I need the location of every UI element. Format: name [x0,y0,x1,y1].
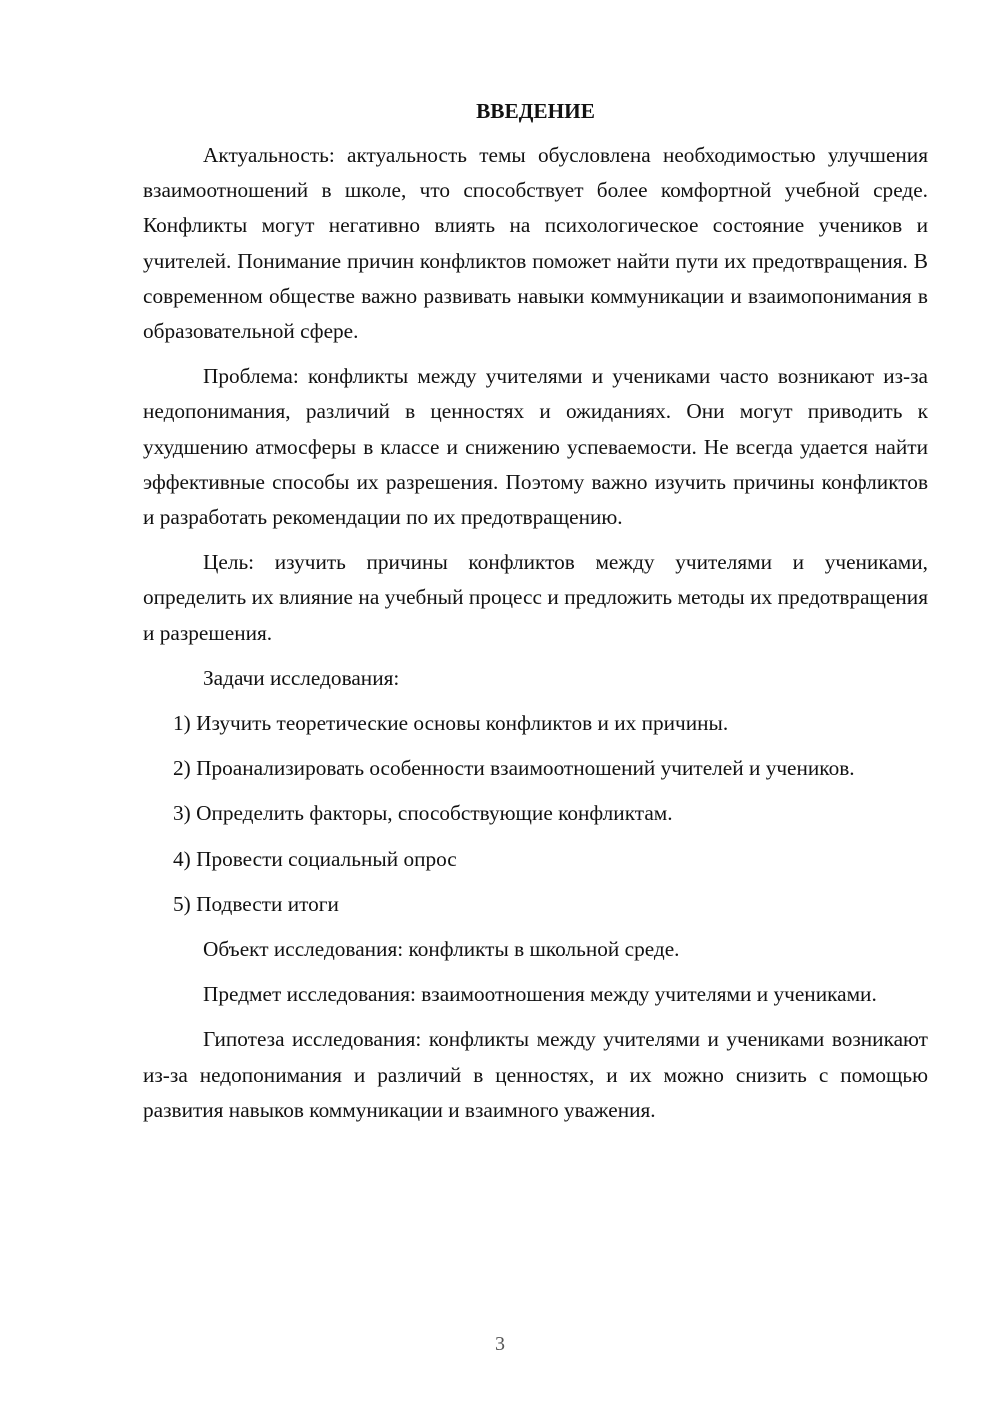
page-number: 3 [495,1333,505,1355]
page-title: ВВЕДЕНИЕ [476,99,595,123]
document-page [143,96,928,1138]
subject-paragraph: Предмет исследования: взаимоотношения между учителями и учениками. [203,982,877,1007]
relevance-paragraph: Актуальность: актуальность темы обусловлена необходимостью улучшения взаимоотношений в школе, что способствует более комфортной учебной среде. Конфликты могут негативно влиять на психологическое состояние учеников и учителей. Понимание причин конфликтов поможет найти пути их предотвращения. В современном обществе важно развивать навыки коммуникации и взаимопонимания в образовательной сфере. [143,143,928,344]
goal-paragraph: Цель: изучить причины конфликтов между учителями и учениками, определить их влияние на учебный процесс и предложить методы их предотвращения и разрешения. [143,550,928,645]
problem-paragraph: Проблема: конфликты между учителями и учениками часто возникают из-за недопонимания, различий в ценностях и ожиданиях. Они могут приводить к ухудшению атмосферы в классе и снижению успеваемости. Не всегда удается найти эффективные способы их разрешения. Поэтому важно изучить причины конфликтов и разработать рекомендации по их предотвращению. [143,364,928,530]
task-item: 2) Проанализировать особенности взаимоотношений учителей и учеников. [173,756,855,781]
task-item: 1) Изучить теоретические основы конфликтов и их причины. [173,711,729,736]
tasks-heading: Задачи исследования: [203,665,400,690]
task-item: 3) Определить факторы, способствующие конфликтам. [173,801,673,826]
tasks-list [143,706,928,922]
task-item: 4) Провести социальный опрос [173,846,457,871]
hypothesis-paragraph: Гипотеза исследования: конфликты между учителями и учениками возникают из-за недопонимания и различий в ценностях, и их можно снизить с помощью развития навыков коммуникации и взаимного уважения. [143,1027,928,1122]
object-paragraph: Объект исследования: конфликты в школьной среде. [203,937,680,962]
task-item: 5) Подвести итоги [173,891,339,916]
